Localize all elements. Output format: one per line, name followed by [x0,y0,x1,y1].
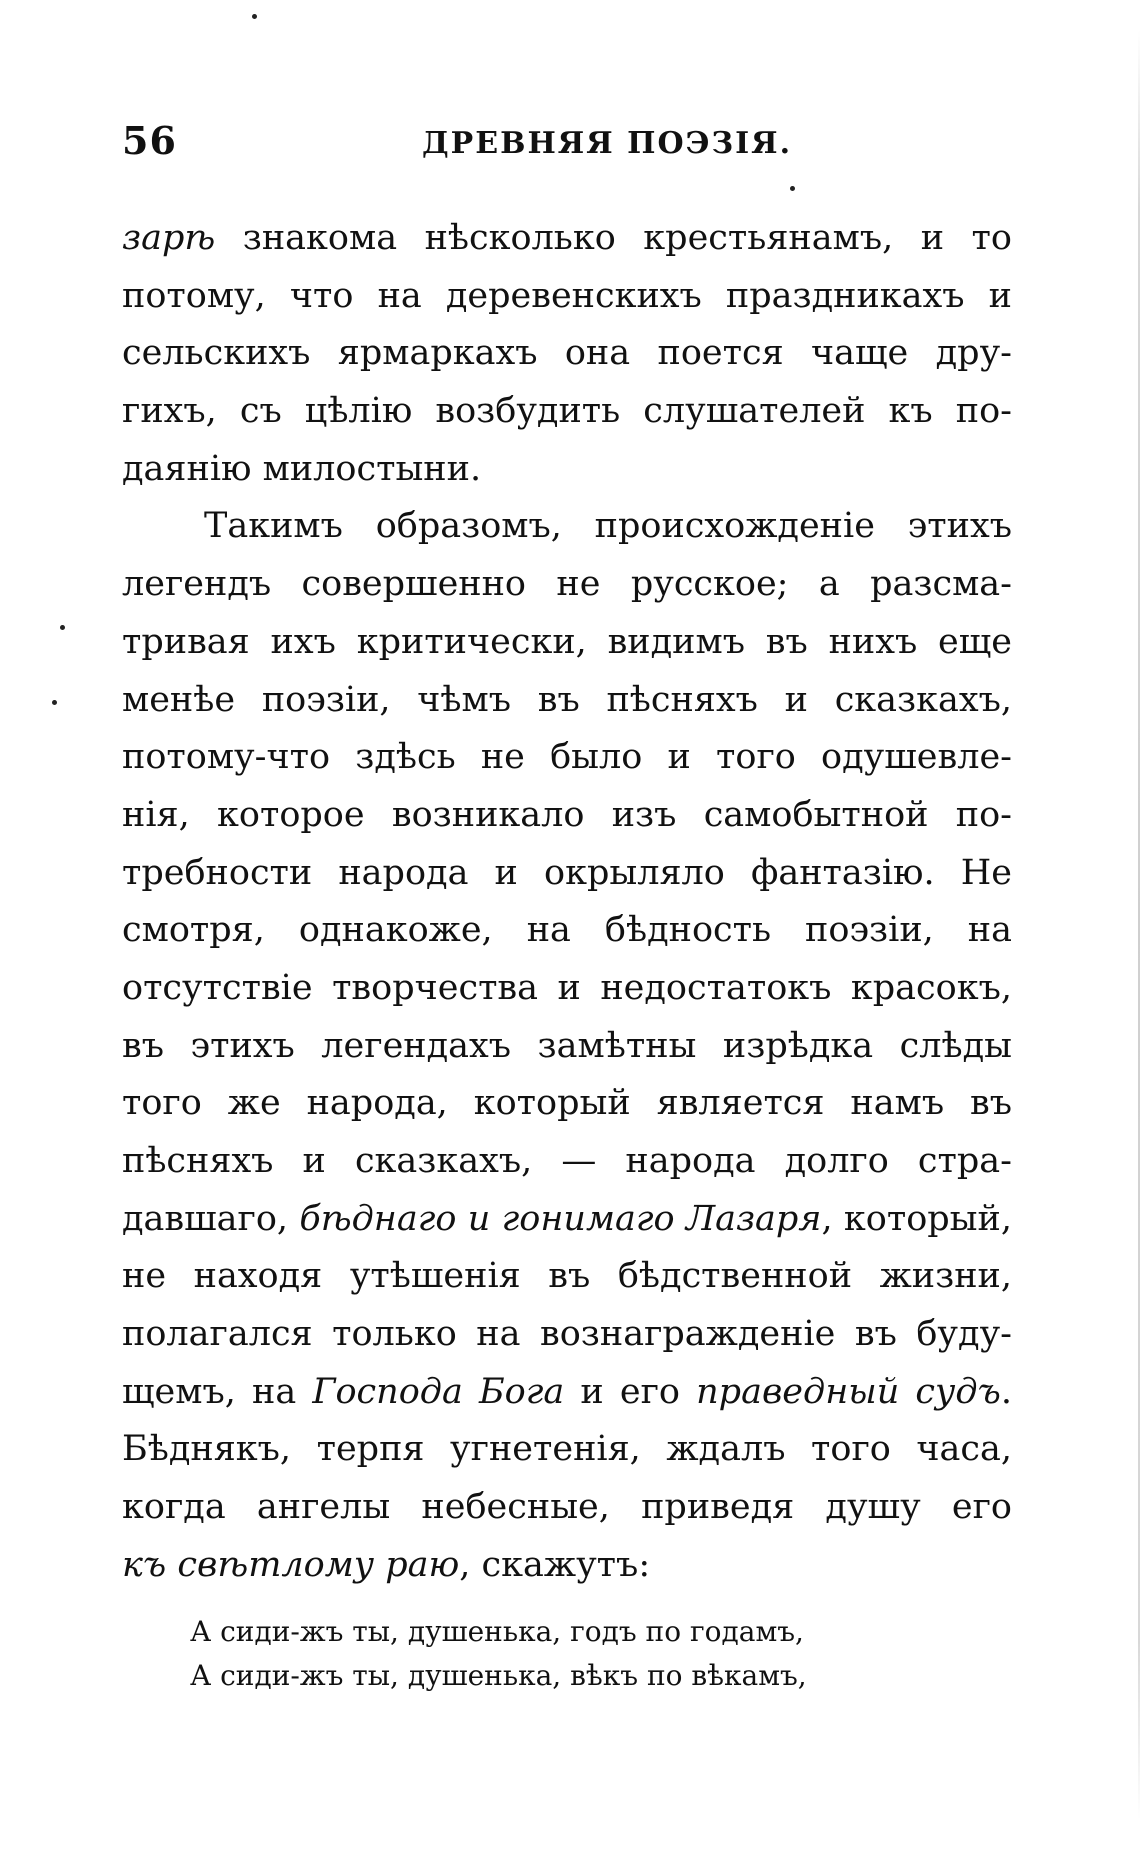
text-line [122,1364,1012,1422]
text-run: , который, [821,1198,1012,1239]
text-line [122,556,1012,614]
italic-text: Господа Бога [312,1371,565,1412]
text-run: сельскихъ ярмаркахъ она поется чаще дру- [122,333,1012,374]
text-run: легендъ совершенно не русское; а разсма- [122,564,1012,605]
text-line [122,1306,1012,1364]
text-line [122,325,1012,383]
text-run: Такимъ образомъ, происхожденіе этихъ [204,506,1012,547]
text-line [122,498,1012,556]
text-line [122,1018,1012,1076]
text-line [122,729,1012,787]
text-line [122,268,1012,326]
text-line [122,441,1012,499]
text-run: тривая ихъ критически, видимъ въ нихъ еще [122,621,1012,662]
text-run: смотря, однакоже, на бѣдность поэзіи, на [122,910,1012,951]
text-run: Бѣднякъ, терпя угнетенія, ждалъ того часа, [122,1429,1012,1470]
text-run: не находя утѣшенія въ бѣдственной жизни, [122,1256,1012,1297]
text-run: знакома нѣсколько крестьянамъ, и то [215,218,1012,258]
text-line [122,1191,1012,1249]
text-line [122,1075,1012,1133]
text-run: требности народа и окрыляло фантазію. Не [122,852,1012,893]
text-line [122,672,1012,730]
text-line [122,1248,1012,1306]
text-line [122,1537,1012,1595]
text-run: и его [564,1371,697,1412]
text-run: нія, которое возникало изъ самобытной по- [122,794,1012,835]
running-head: ДРЕВНЯЯ ПОЭЗІЯ. [422,126,793,161]
print-speck [252,14,257,19]
text-run: потому-что здѣсь не было и того одушевле- [122,737,1012,778]
text-line [122,383,1012,441]
text-run: пѣсняхъ и сказкахъ, — народа долго стра- [122,1141,1012,1181]
verse-line: А сиди-жъ ты, душенька, годъ по годамъ, [190,1615,804,1648]
text-line [122,1479,1012,1537]
text-run: давшаго, [122,1198,300,1239]
text-run: менѣе поэзіи, чѣмъ въ пѣсняхъ и сказкахъ, [122,679,1012,720]
print-speck [790,186,795,191]
paragraph [122,210,1012,498]
text-run: щемъ, на [122,1371,313,1412]
verse-line: А сиди-жъ ты, душенька, вѣкъ по вѣкамъ, [190,1659,807,1692]
text-run: когда ангелы небесные, приведя душу его [122,1487,1012,1528]
text-run: даянію милостыни. [122,448,482,489]
paragraph [122,498,1012,1594]
text-run: гихъ, съ цѣлію возбудить слушателей къ по- [122,391,1012,432]
text-run: , скажутъ: [459,1544,651,1585]
italic-text: праведный судъ [696,1371,1001,1412]
text-line [122,902,1012,960]
text-line [122,845,1012,903]
text-run: полагался только на вознагражденіе въ буду- [122,1314,1012,1355]
text-line [122,614,1012,672]
page-header [122,118,1012,168]
print-speck [60,625,65,630]
page-number: 56 [122,118,177,163]
text-line [122,1133,1012,1191]
text-run: . [1000,1371,1012,1412]
italic-text: бѣднаго и гонимаго Лазаря [299,1198,822,1239]
print-speck [52,700,57,705]
text-run: того же народа, который является намъ въ [122,1083,1012,1124]
italic-text: къ свѣтлому раю [122,1544,460,1585]
text-run: потому, что на деревенскихъ праздникахъ и [122,275,1012,316]
text-run: отсутствіе творчества и недостатокъ красокъ, [122,967,1012,1008]
verse-quote [190,1610,950,1698]
text-line [122,1421,1012,1479]
italic-text: зарѣ [122,218,216,258]
text-run: въ этихъ легендахъ замѣтны изрѣдка слѣды [122,1025,1012,1066]
text-line [122,210,1012,268]
body-text [122,210,1012,1595]
text-line [122,787,1012,845]
text-line [122,960,1012,1018]
